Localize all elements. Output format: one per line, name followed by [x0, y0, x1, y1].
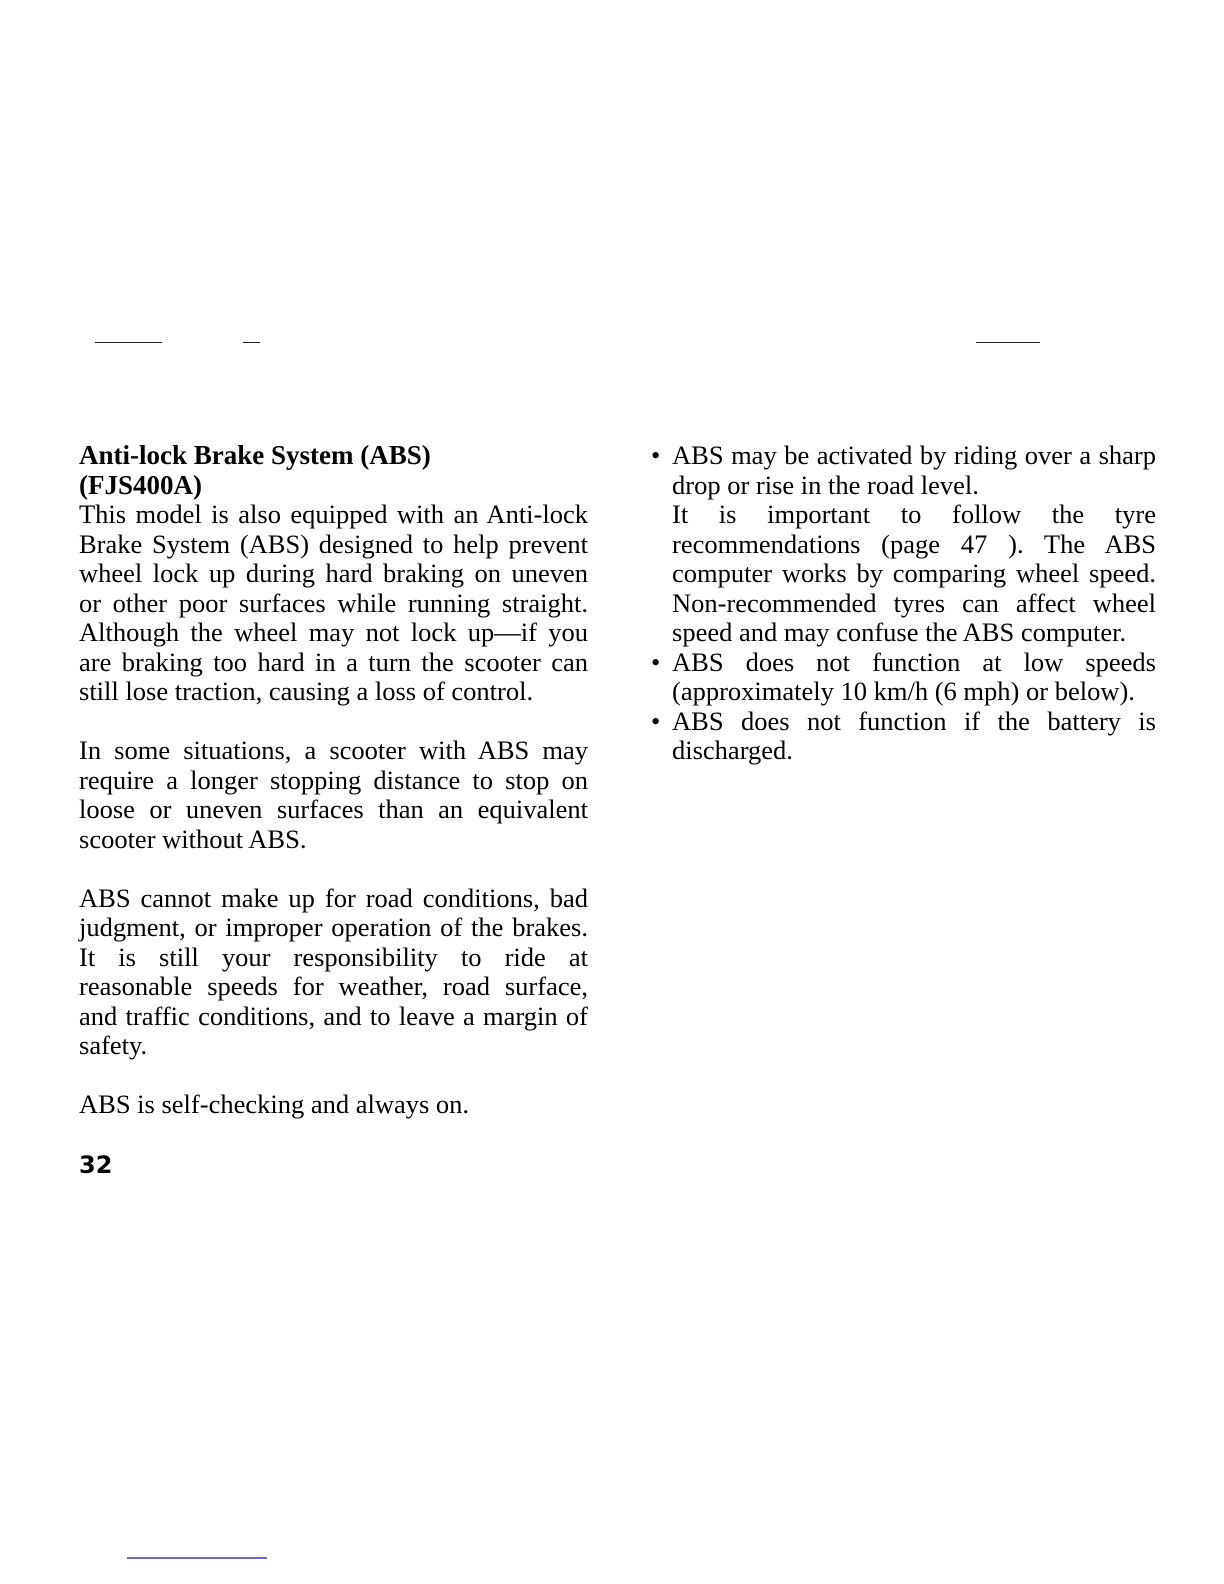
bullet-dot-icon: •	[651, 705, 661, 736]
footer-rule	[127, 1557, 267, 1559]
bullet-text: ABS does not function at low speeds (approximately 10 km/h (6 mph) or below).	[672, 646, 1156, 706]
left-column	[79, 441, 588, 1120]
page-number: 32	[79, 1151, 113, 1179]
section-heading-line1: Anti-lock Brake System (ABS)	[79, 440, 431, 470]
bullet-dot-icon: •	[651, 646, 661, 677]
bullet-text: ABS may be activated by riding over a sharp drop or rise in the road level.	[672, 440, 1156, 500]
bullet-item	[648, 648, 1156, 707]
section-heading-line2: (FJS400A)	[79, 469, 202, 500]
paragraph-limitations: ABS cannot make up for road conditions, bad judgment, or improper operation of the brakes. It is still your responsibility to ride at reasonable speeds for weather, road surface, and traffic conditions, and to leave a margin of safety.	[79, 882, 588, 1060]
bullet-item	[648, 707, 1156, 766]
header-rule-left	[95, 342, 162, 343]
right-column	[648, 441, 1156, 766]
bullet-item	[648, 441, 1156, 648]
bullet-dot-icon: •	[651, 440, 661, 470]
section-heading	[79, 441, 588, 500]
bullet-text: ABS does not function if the battery is discharged.	[672, 705, 1156, 765]
paragraph-self-checking: ABS is self-checking and always on.	[79, 1089, 470, 1119]
header-rule-mid	[243, 342, 260, 343]
paragraph-stopping-distance: In some situations, a scooter with ABS may require a longer stopping distance to stop on loose or uneven surfaces than an equivalent scooter without ABS.	[79, 735, 588, 854]
paragraph-intro: This model is also equipped with an Anti-lock Brake System (ABS) designed to help prevent wheel lock up during hard braking on uneven or other poor surfaces while running straight. Although the wheel may not lock up—if you are braking too hard in a turn the scooter can still lose traction, causing a loss of control.	[79, 499, 588, 706]
header-rule-right	[976, 342, 1040, 343]
bullet-continuation: It is important to follow the tyre recommendations (page 47 ). The ABS computer works by comparing wheel speed. Non-recommended tyres can affect wheel speed and may confuse the ABS computer.	[672, 499, 1156, 647]
